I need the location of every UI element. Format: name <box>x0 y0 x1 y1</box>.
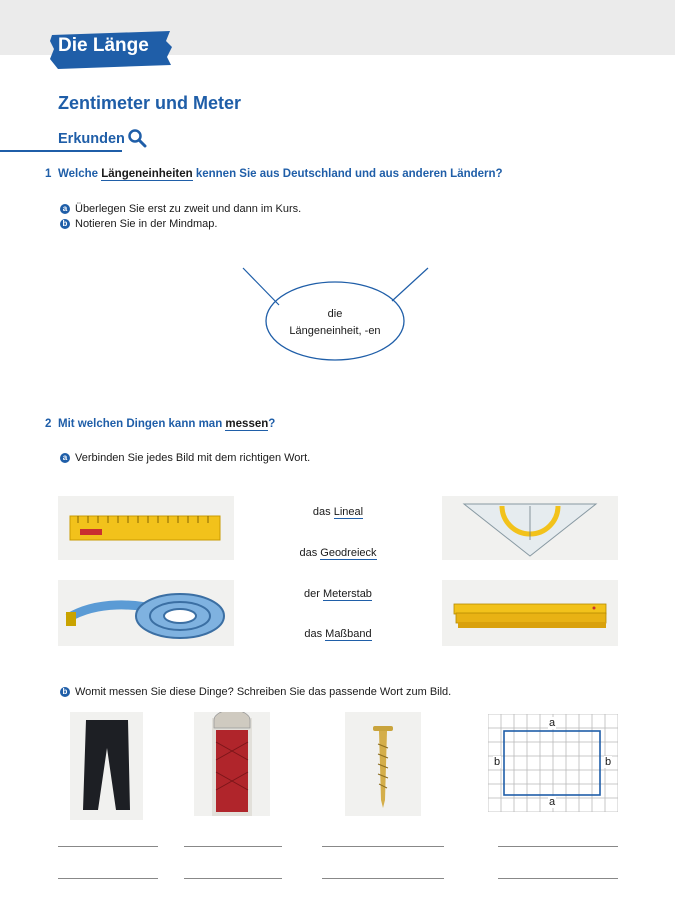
task-1b <box>60 218 217 230</box>
task-2-text-before: Mit welchen Dingen kann man <box>58 418 223 430</box>
rect-label-left: b <box>494 756 501 768</box>
rect-label-top: a <box>549 717 556 729</box>
trousers-image <box>70 712 143 820</box>
task-1a <box>60 203 301 215</box>
task-2a <box>60 452 310 464</box>
folding-rule-image <box>442 580 618 646</box>
task-2-keyword: messen <box>225 418 269 430</box>
answer-line[interactable] <box>498 878 618 879</box>
chapter-title: Die Länge <box>58 35 149 56</box>
word-meterstab <box>268 588 408 600</box>
word-article: das <box>304 628 323 640</box>
screw-image <box>345 712 421 816</box>
word-noun: Geodreieck <box>320 547 377 559</box>
mindmap-line-2: Längeneinheit, -en <box>289 325 381 337</box>
mindmap-line-1: die <box>327 308 343 320</box>
task-1b-text: Notieren Sie in der Mindmap. <box>75 218 218 230</box>
word-geodreieck <box>268 547 408 559</box>
tape-measure-image <box>58 580 234 646</box>
answer-line[interactable] <box>184 878 282 879</box>
badge-b: b <box>60 219 70 229</box>
word-article: der <box>304 588 320 600</box>
chapter-tag <box>50 31 173 69</box>
task-2-heading <box>45 418 276 430</box>
rect-label-right: b <box>605 756 612 768</box>
task-1-keyword: Längeneinheiten <box>101 168 193 180</box>
set-square-image <box>442 496 618 560</box>
badge-b: b <box>60 687 70 697</box>
task-2b <box>60 686 451 698</box>
page-title: Zentimeter und Meter <box>58 93 242 113</box>
word-noun: Meterstab <box>323 588 372 600</box>
grid-rectangle <box>488 714 618 812</box>
badge-a: a <box>60 453 70 463</box>
task-2-text-after: ? <box>268 418 276 430</box>
word-article: das <box>299 547 318 559</box>
mindmap-center <box>265 306 405 340</box>
task-1-heading <box>45 168 503 180</box>
magnifier-icon <box>127 128 147 148</box>
section-label: Erkunden <box>58 131 125 147</box>
task-2-number: 2 <box>45 418 52 430</box>
task-2a-text: Verbinden Sie jedes Bild mit dem richtigen Wort. <box>75 452 311 464</box>
answer-line[interactable] <box>322 846 444 847</box>
badge-a: a <box>60 204 70 214</box>
task-2b-text: Womit messen Sie diese Dinge? Schreiben Sie das passende Wort zum Bild. <box>75 686 452 698</box>
word-massband <box>268 628 408 640</box>
answer-line[interactable] <box>498 846 618 847</box>
rect-label-bottom: a <box>549 796 556 808</box>
word-noun: Maßband <box>325 628 372 640</box>
word-noun: Lineal <box>333 506 364 518</box>
answer-line[interactable] <box>184 846 282 847</box>
answer-line[interactable] <box>58 878 158 879</box>
door-image <box>194 712 270 816</box>
task-1-text-after: kennen Sie aus Deutschland und aus anderen Ländern? <box>195 168 503 180</box>
word-article: das <box>312 506 331 518</box>
answer-line[interactable] <box>58 846 158 847</box>
answer-line[interactable] <box>322 878 444 879</box>
task-1-text-before: Welche <box>58 168 99 180</box>
task-1a-text: Überlegen Sie erst zu zweit und dann im Kurs. <box>75 203 302 215</box>
task-1-number: 1 <box>45 168 52 180</box>
section-rule <box>0 150 122 152</box>
ruler-image <box>58 496 234 560</box>
word-lineal <box>268 506 408 518</box>
